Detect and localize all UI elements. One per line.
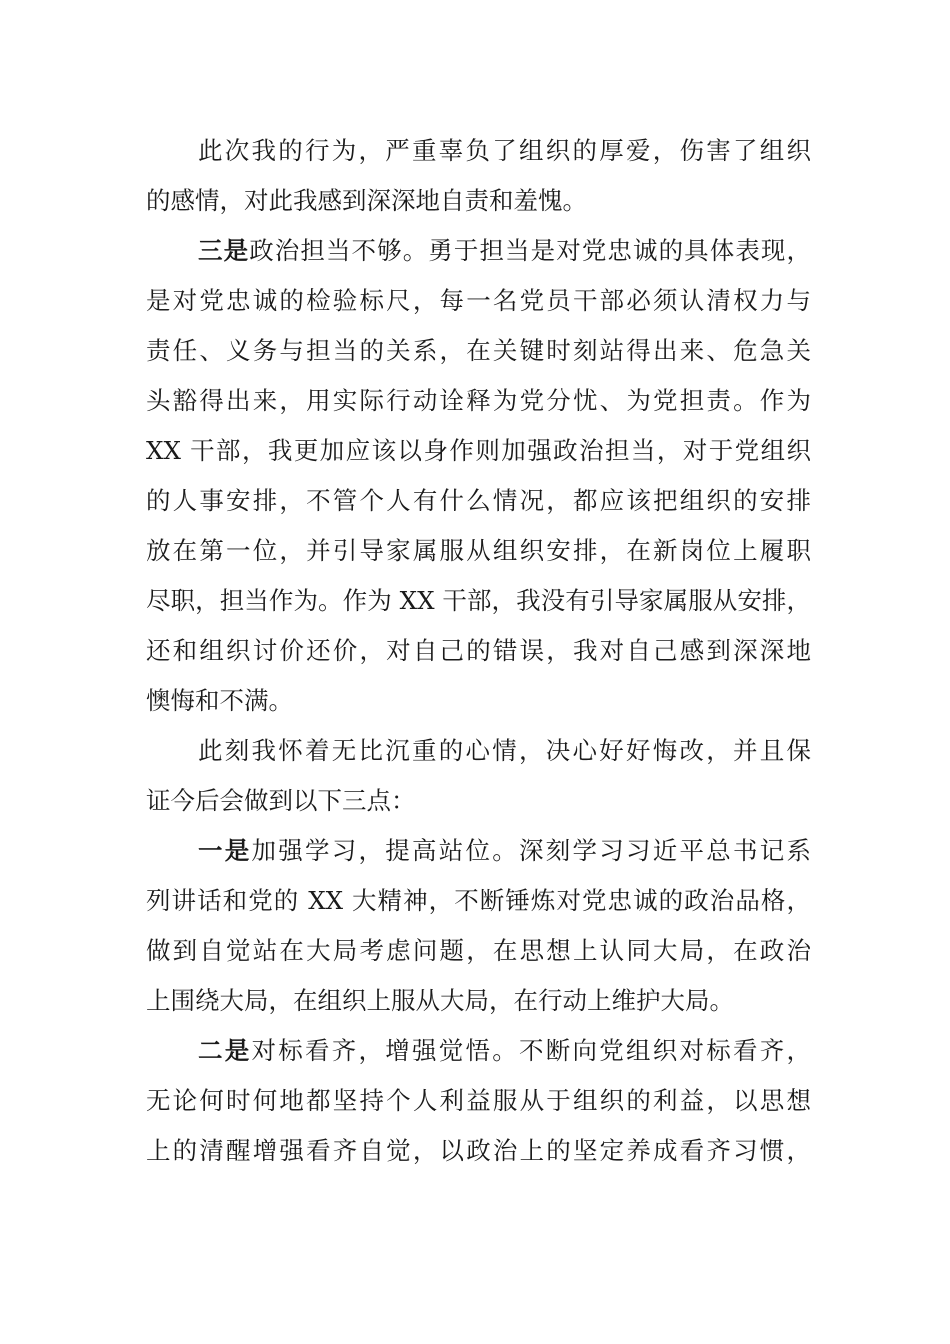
paragraph-lead: 二是 xyxy=(198,1036,252,1065)
text-line xyxy=(146,326,811,376)
line-text: 加强学习，提高站位。深刻学习习近平总书记系 xyxy=(251,836,811,865)
line-text: 放在第一位，并引导家属服从组织安排，在新岗位上履职 xyxy=(146,536,811,565)
text-line xyxy=(146,576,811,626)
line-text: 政治担当不够。勇于担当是对党忠诚的具体表现， xyxy=(249,236,812,265)
line-text: 列讲话和党的 XX 大精神，不断锤炼对党忠诚的政治品格， xyxy=(146,886,811,915)
line-text: 是对党忠诚的检验标尺，每一名党员干部必须认清权力与 xyxy=(146,286,811,315)
line-text: 做到自觉站在大局考虑问题，在思想上认同大局，在政治 xyxy=(146,936,811,965)
line-text: 上围绕大局，在组织上服从大局，在行动上维护大局。 xyxy=(146,986,734,1015)
line-text: 的感情，对此我感到深深地自责和羞愧。 xyxy=(146,186,587,215)
line-text: 的人事安排，不管个人有什么情况，都应该把组织的安排 xyxy=(146,486,811,515)
text-line xyxy=(146,626,811,676)
text-line xyxy=(146,1126,811,1176)
text-line xyxy=(146,1076,811,1126)
text-line xyxy=(146,926,811,976)
line-text: 上的清醒增强看齐自觉，以政治上的坚定养成看齐习惯， xyxy=(146,1136,811,1165)
text-line xyxy=(146,226,811,276)
line-text: 责任、义务与担当的关系，在关键时刻站得出来、危急关 xyxy=(146,336,811,365)
paragraph-lead: 三是 xyxy=(198,236,250,265)
text-line xyxy=(146,876,811,926)
line-text: 无论何时何地都坚持个人利益服从于组织的利益，以思想 xyxy=(146,1086,811,1115)
text-line xyxy=(146,676,811,726)
paragraph-lead: 一是 xyxy=(198,836,252,865)
text-line xyxy=(146,426,811,476)
line-text: 对标看齐，增强觉悟。不断向党组织对标看齐， xyxy=(251,1036,811,1065)
line-text: 头豁得出来，用实际行动诠释为党分忧、为党担责。作为 xyxy=(146,386,811,415)
document-body xyxy=(146,126,811,1176)
text-line xyxy=(146,726,811,776)
text-line xyxy=(146,276,811,326)
line-text: XX 干部，我更加应该以身作则加强政治担当，对于党组织 xyxy=(146,436,811,465)
text-line xyxy=(146,176,811,226)
line-text: 此刻我怀着无比沉重的心情，决心好好悔改，并且保 xyxy=(198,736,811,765)
text-line xyxy=(146,476,811,526)
text-line xyxy=(146,526,811,576)
text-line xyxy=(146,126,811,176)
text-line xyxy=(146,826,811,876)
line-text: 尽职，担当作为。作为 XX 干部，我没有引导家属服从安排， xyxy=(146,586,811,615)
line-text: 还和组织讨价还价，对自己的错误，我对自己感到深深地 xyxy=(146,636,811,665)
line-text: 此次我的行为，严重辜负了组织的厚爱，伤害了组织 xyxy=(198,136,811,165)
text-line xyxy=(146,1026,811,1076)
text-line xyxy=(146,976,811,1026)
line-text: 懊悔和不满。 xyxy=(146,686,293,715)
line-text: 证今后会做到以下三点： xyxy=(146,786,416,815)
text-line xyxy=(146,776,811,826)
text-line xyxy=(146,376,811,426)
